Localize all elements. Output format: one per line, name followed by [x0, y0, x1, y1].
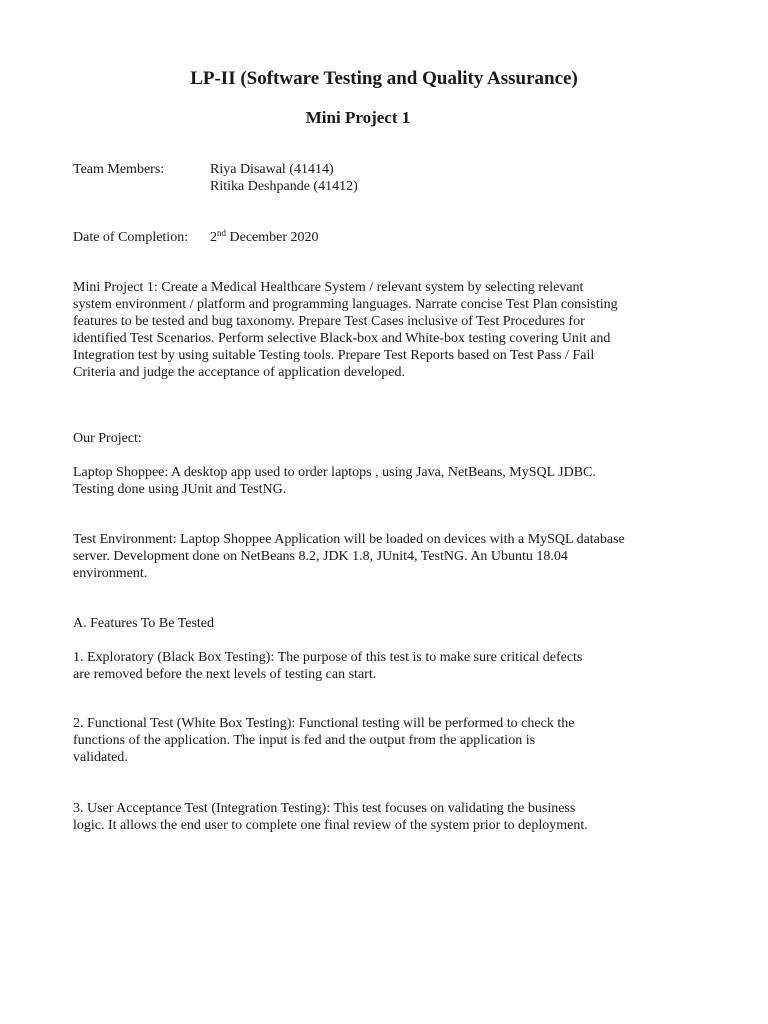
test-environment [73, 531, 625, 582]
project-description [73, 464, 596, 498]
document-subtitle: Mini Project 1 [305, 108, 411, 127]
document-title: LP-II (Software Testing and Quality Assurance) [190, 68, 578, 89]
feature-3-line: 3. User Acceptance Test (Integration Testing): This test focuses on validating the business [73, 801, 576, 816]
features-heading: A. Features To Be Tested [73, 616, 214, 631]
feature-1-line: are removed before the next levels of testing can start. [73, 667, 377, 682]
test-environment-line: Test Environment: Laptop Shoppee Application will be loaded on devices with a MySQL database [73, 532, 625, 547]
completion-day-suffix: nd [217, 228, 226, 238]
problem-statement-line: identified Test Scenarios. Perform selective Black-box and White-box testing covering Unit and [73, 331, 611, 346]
feature-2-line: 2. Functional Test (White Box Testing): Functional testing will be performed to check the [73, 716, 575, 731]
problem-statement-line: system environment / platform and programming languages. Narrate concise Test Plan consisting [73, 297, 618, 312]
problem-statement-line: Criteria and judge the acceptance of application developed. [73, 365, 405, 380]
problem-statement-line: Integration test by using suitable Testing tools. Prepare Test Reports based on Test Pass / Fail [73, 348, 595, 363]
team-member-2: Ritika Deshpande (41412) [210, 179, 358, 194]
feature-2 [73, 715, 574, 766]
completion-day: 2 [210, 230, 217, 245]
problem-statement [73, 279, 618, 381]
feature-3 [73, 800, 588, 834]
project-description-line: Testing done using JUnit and TestNG. [73, 482, 287, 497]
completion-date-value [210, 229, 319, 246]
completion-date-label: Date of Completion: [73, 230, 189, 245]
team-members-label: Team Members: [73, 162, 165, 177]
feature-3-line: logic. It allows the end user to complete one final review of the system prior to deployment. [73, 818, 588, 833]
team-member-1: Riya Disawal (41414) [210, 162, 334, 177]
problem-statement-line: Mini Project 1: Create a Medical Healthcare System / relevant system by selecting relevant [73, 280, 584, 295]
completion-month-year: December 2020 [226, 230, 319, 245]
problem-statement-line: features to be tested and bug taxonomy. Prepare Test Cases inclusive of Test Procedures for [73, 314, 585, 329]
test-environment-line: environment. [73, 566, 148, 581]
feature-1-line: 1. Exploratory (Black Box Testing): The purpose of this test is to make sure critical defects [73, 650, 583, 665]
our-project-heading: Our Project: [73, 431, 142, 446]
test-environment-line: server. Development done on NetBeans 8.2, JDK 1.8, JUnit4, TestNG. An Ubuntu 18.04 [73, 549, 568, 564]
feature-1 [73, 649, 582, 683]
feature-2-line: validated. [73, 750, 128, 765]
project-description-line: Laptop Shoppee: A desktop app used to order laptops , using Java, NetBeans, MySQL JDBC. [73, 465, 596, 480]
feature-2-line: functions of the application. The input is fed and the output from the application is [73, 733, 536, 748]
